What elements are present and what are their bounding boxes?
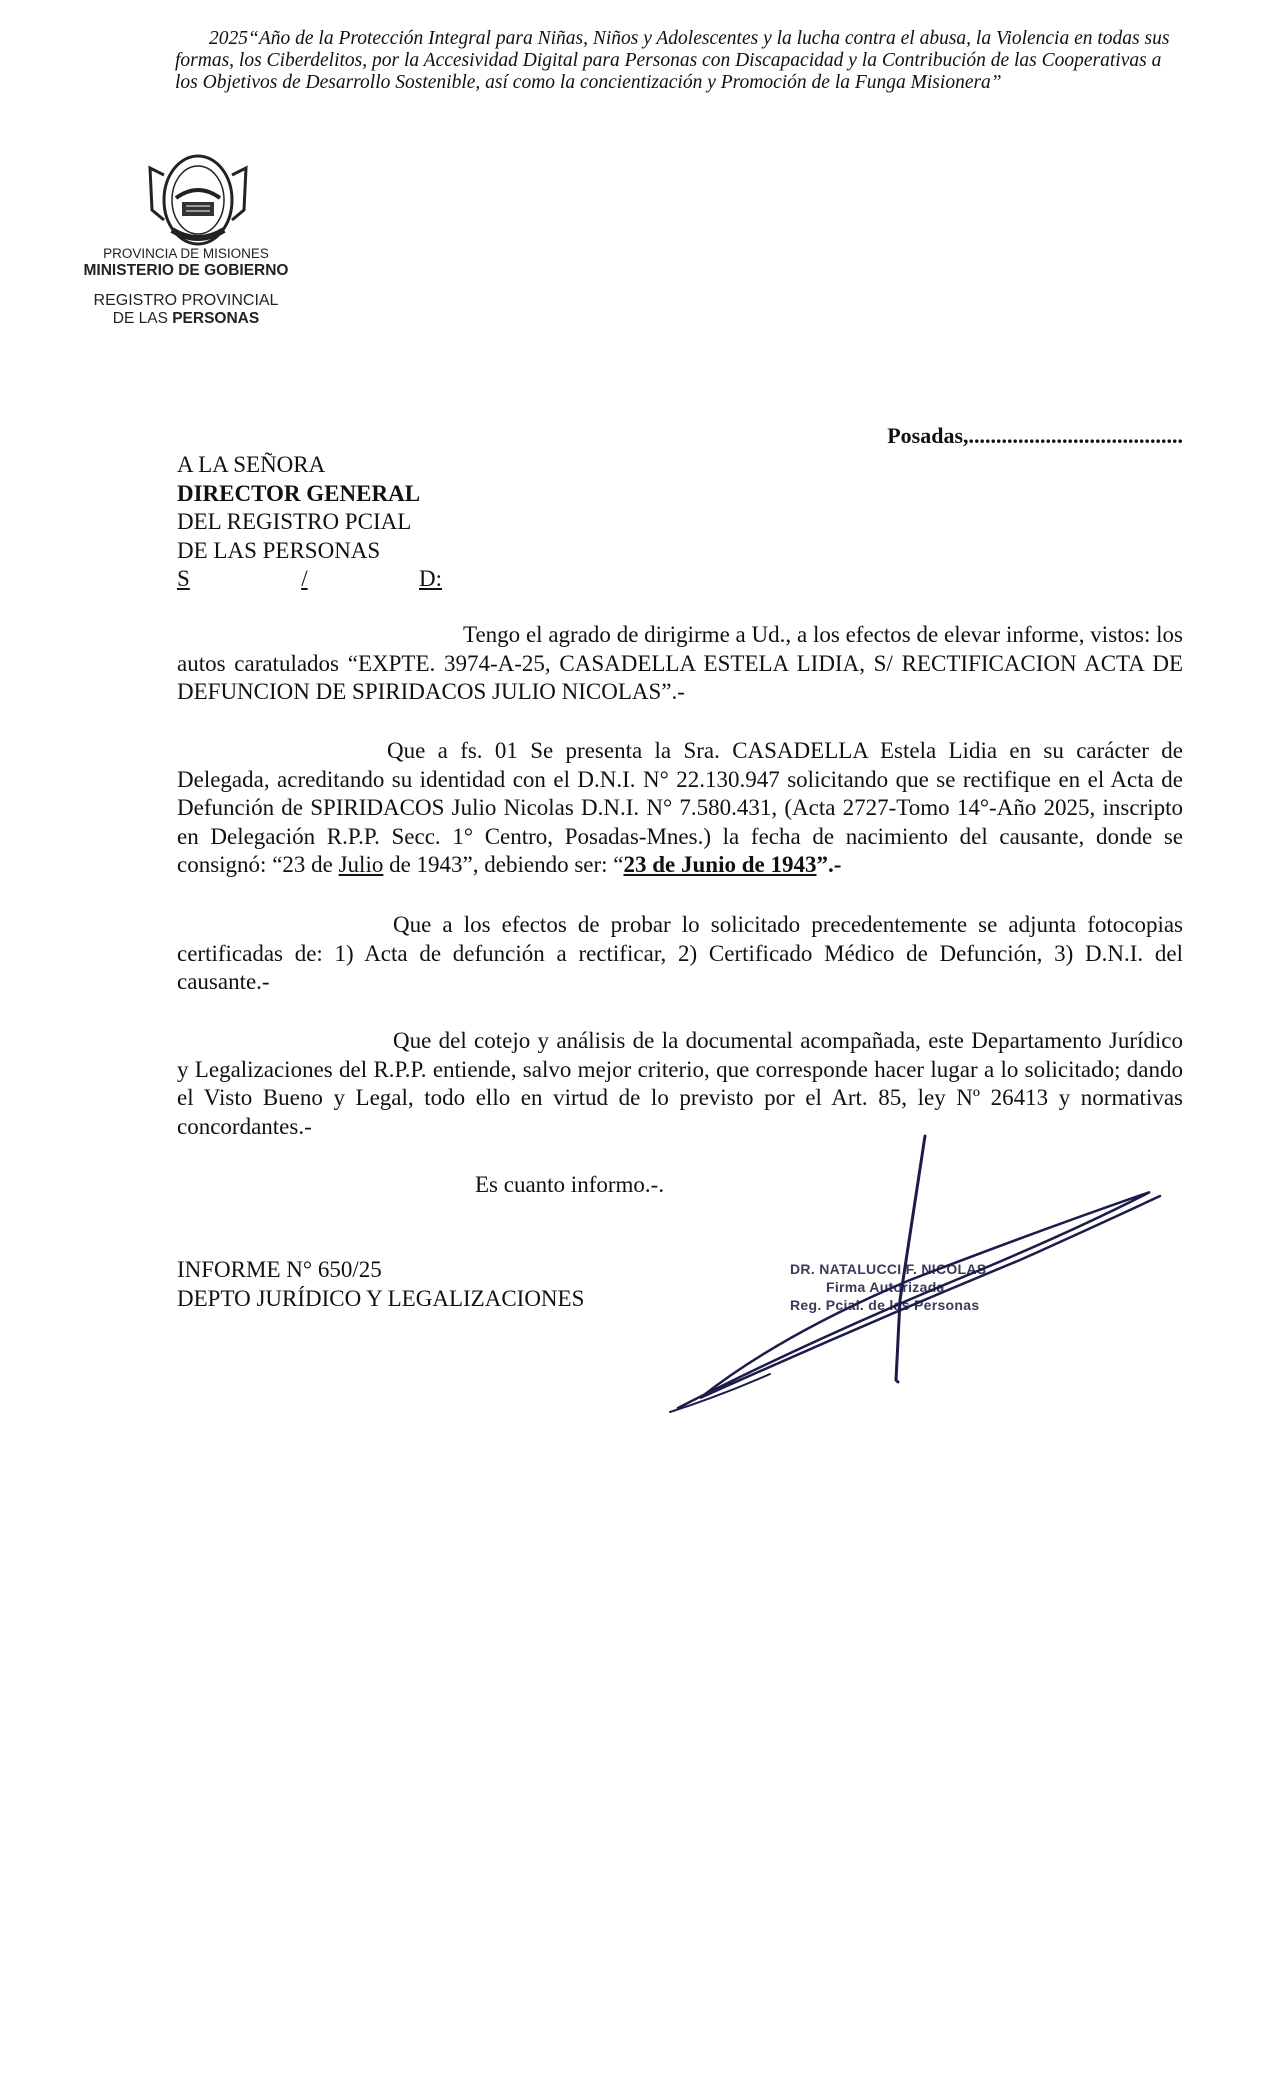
stamp-line2: Firma Autorizada: [826, 1279, 945, 1295]
department-name: DEPTO JURÍDICO Y LEGALIZACIONES: [177, 1286, 585, 1311]
registry-label: REGISTRO PROVINCIAL: [93, 292, 279, 309]
paragraph-1: Tengo el agrado de dirigirme a Ud., a los efectos de elevar informe, vistos: los autos caratulados “EXPTE. 3974-A-25, CASADELLA ESTELA LIDIA, S/ RECTIFICACION ACTA DE DEFUNCION DE SPIRIDACOS JULIO NICOLAS”.-: [177, 622, 1183, 704]
recipient-sd: [177, 565, 442, 594]
paragraph-2-text-b: de 1943”, debiendo ser: “: [383, 852, 624, 877]
paragraph-2-text-a: Que a fs. 01 Se presenta la Sra. CASADELLA Estela Lidia en su carácter de Delegada, acreditando su identidad con el D.N.I. N° 22.130.947 solicitando que se rectifique en el Acta de Defunción de SPIRIDACOS Julio Nicolas D.N.I. N° 7.580.431, (Acta 2727-Tomo 14°-Año 2025, inscripto en Delegación R.P.P. Secc. 1° Centro, Posadas-Mnes.) la fecha de nacimiento del causante, donde se consignó: “23 de: [177, 738, 1183, 877]
report-number: INFORME N° 650/25: [177, 1257, 382, 1282]
recipient-line4: DE LAS PERSONAS: [177, 537, 381, 563]
paragraph-2-end: ”.-: [816, 852, 842, 877]
registry-sublabel: [60, 310, 312, 328]
paragraph-3: Que a los efectos de probar lo solicitado precedentemente se adjunta fotocopias certificadas de: 1) Acta de defunción a rectificar, 2) Certificado Médico de Defunción, 3) D.N.I. del causante.-: [177, 912, 1183, 994]
sd-d: D:: [419, 566, 442, 591]
header-motto: 2025“Año de la Protección Integral para Niñas, Niños y Adolescentes y la lucha contra el abusa, la Violencia en todas sus formas, los Ciberdelitos, por la Accesividad Digital para Personas con Discapacidad y la Contribución de las Cooperativas a los Objetivos de Desarrollo Sostenible, así como la concientización y Promoción de la Funga Misionera”: [175, 28, 1170, 93]
sd-slash: /: [301, 566, 308, 591]
registry-sublabel-a: DE LAS: [112, 310, 168, 327]
recipient-line1: A LA SEÑORA: [177, 452, 326, 477]
sd-s: S: [177, 566, 190, 591]
stamp-line3: Reg. Pcial. de las Personas: [790, 1297, 980, 1313]
ministry-label: MINISTERIO DE GOBIERNO: [83, 262, 289, 279]
recipient-block: [177, 451, 442, 594]
handwritten-signature: [660, 1130, 1180, 1440]
paragraph-2-correct-date: 23 de Junio de 1943: [623, 852, 817, 877]
registry-sublabel-b: PERSONAS: [172, 310, 260, 327]
provincial-seal-icon: [142, 150, 254, 252]
closing-line: Es cuanto informo.-.: [475, 1172, 665, 1197]
paragraph-2: [177, 737, 1183, 880]
recipient-line3: DEL REGISTRO PCIAL: [177, 509, 412, 534]
province-label: PROVINCIA DE MISIONES: [103, 246, 269, 261]
recipient-line2: DIRECTOR GENERAL: [177, 480, 421, 506]
paragraph-2-julio: Julio: [338, 852, 384, 877]
organization-block: [60, 246, 312, 328]
place-date: Posadas,.......................................: [887, 423, 1183, 448]
paragraph-4: Que del cotejo y análisis de la documental acompañada, este Departamento Jurídico y Legalizaciones del R.P.P. entiende, salvo mejor criterio, que corresponde hacer lugar a lo solicitado; dando el Visto Bueno y Legal, todo ello en virtud de lo previsto por el Art. 85, ley Nº 26413 y normativas concordantes.-: [177, 1028, 1183, 1139]
stamp-line1: DR. NATALUCCI F. NICOLAS: [790, 1261, 987, 1277]
